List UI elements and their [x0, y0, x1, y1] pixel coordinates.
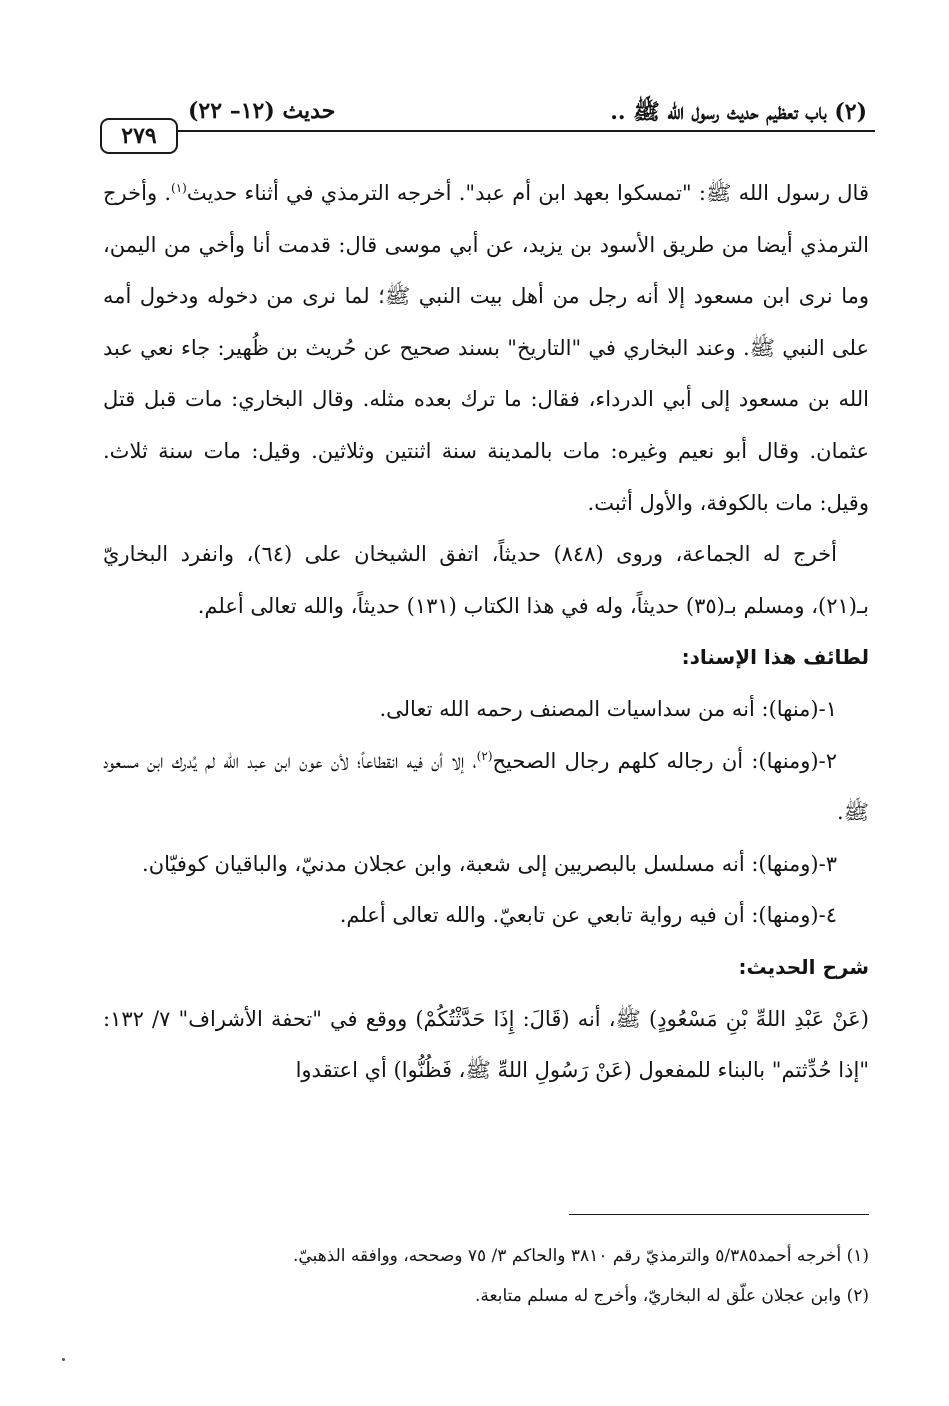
- list-item: [103, 736, 869, 839]
- list-item: ٣-(ومنها): أنه مسلسل بالبصريين إلى شعبة، وابن عجلان مدنيّ، والباقيان كوفيّان.: [142, 851, 837, 876]
- footnote-ref: (١): [171, 181, 187, 195]
- footnote-divider: [569, 1214, 869, 1215]
- paragraph-biography: [103, 168, 869, 529]
- page-number: ٢٧٩: [100, 118, 178, 154]
- footnote: (١) أخرجه أحمد٥/٣٨٥ والترمذيّ رقم ٣٨١٠ والحاكم ٣/ ٧٥ وصححه، ووافقه الذهبيّ.: [293, 1246, 869, 1266]
- header-rule: [178, 130, 875, 132]
- chapter-title: (٢) باب تعظيم حديث رسول الله ﷺ ..: [610, 99, 867, 125]
- paragraph-text: . وأخرج الترمذي أيضا من طريق الأسود بن يزيد، عن أبي موسى قال: قدمت أنا وأخي من اليمن، وما نرى ابن مسعود إلا أنه رجل من أهل بيت النبي ﷺ؛ لما نرى من دخوله ودخول أمه على النبي ﷺ. وعند البخاري في "التاريخ" بسند صحيح عن حُريث بن ظُهير: جاء نعي عبد الله بن مسعود إلى أبي الدرداء، فقال: ما ترك بعده مثله. وقال البخاري: مات قبل قتل عثمان. وقال أبو نعيم وغيره: مات بالمدينة سنة اثنتين وثلاثين. وقيل: مات سنة ثلاث. وقيل: مات بالكوفة، والأول أثبت.: [103, 181, 869, 515]
- footnotes: [103, 1236, 869, 1316]
- list-item: ١-(منها): أنه من سداسيات المصنف رحمه الله تعالى.: [379, 696, 837, 721]
- section-heading-sharh: شرح الحديث:: [738, 954, 869, 979]
- running-header: [100, 92, 875, 152]
- list-item-text: ، إلا أن فيه انقطاعاً؛ لأن عون ابن عبد الله لم يُدرك ابن مسعود ﷺ.: [103, 748, 869, 825]
- section-heading-isnad: لطائف هذا الإسناد:: [681, 645, 869, 670]
- footnote: (٢) وابن عجلان علّق له البخاريّ، وأخرج له مسلم متابعة.: [475, 1286, 869, 1306]
- footnote-ref: (٢): [476, 748, 493, 763]
- main-text: [103, 168, 869, 1097]
- paragraph-narrations: أخرج له الجماعة، وروى (٨٤٨) حديثاً، اتفق الشيخان على (٦٤)، وانفرد البخاريّ بـ(٢١)، ومسلم بـ(٣٥) حديثاً، وله في هذا الكتاب (١٣١) حديثاً، والله تعالى أعلم.: [103, 542, 869, 618]
- hadith-range: حديث (١٢– ٢٢): [188, 98, 336, 124]
- scan-speck: [62, 1358, 65, 1361]
- paragraph-text: قال رسول الله ﷺ: "تمسكوا بعهد ابن أم عبد". أخرجه الترمذي في أثناء حديث: [186, 181, 869, 205]
- list-item-text: ٢-(ومنها): أن رجاله كلهم رجال الصحيح: [492, 748, 837, 773]
- list-item: ٤-(ومنها): أن فيه رواية تابعي عن تابعيّ. والله تعالى أعلم.: [339, 903, 837, 928]
- paragraph-sharh: (عَنْ عَبْدِ اللهِّ بْنِ مَسْعُودٍ) ﷺ، أنه (قَالَ: إِذَا حَدَّثْتُكُمْ) ووقع في "تحفة الأشراف" ٧/ ١٣٢: "إذا حُدِّثتم" بالبناء للمفعول (عَنْ رَسُولِ اللهِّ ﷺ، فَظُنُّوا) أي اعتقدوا: [103, 1006, 869, 1083]
